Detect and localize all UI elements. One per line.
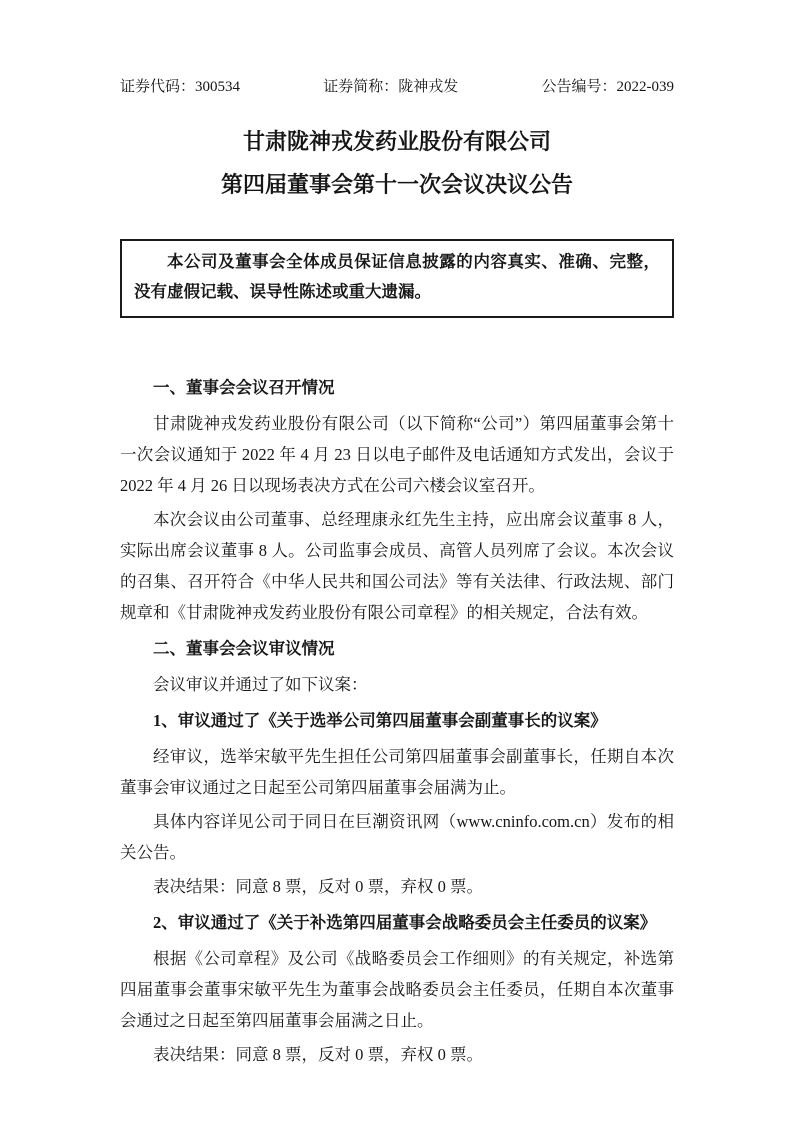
paragraph-item2-resolution: 根据《公司章程》及公司《战略委员会工作细则》的有关规定，补选第四届董事会董事宋敏平先生为董事会战略委员会主任委员，任期自本次董事会通过之日起至第四届董事会届满之日止。 [120,949,674,1030]
company-title: 甘肃陇神戎发药业股份有限公司 [242,129,551,154]
paragraph-meeting-attendance: 本次会议由公司董事、总经理康永红先生主持，应出席会议董事 8 人，实际出席会议董事 8 人。公司监事会成员、高管人员列席了会议。本次会议的召集、召开符合《中华人民共和国公司法》等有关法律、行政法规、部门规章和《甘肃陇神戎发药业股份有限公司章程》的相关规定，合法有效。 [120,510,674,622]
securities-header [120,78,674,96]
stock-name: 证券简称：陇神戎发 [323,79,459,95]
paragraph-item1-vote-result: 表决结果：同意 8 票，反对 0 票，弃权 0 票。 [153,877,483,896]
announcement-number: 公告编号：2022-039 [541,79,674,95]
section-heading-deliberation: 二、董事会会议审议情况 [153,639,335,658]
item-heading-2: 2、审议通过了《关于补选第四届董事会战略委员会主任委员的议案》 [153,913,657,932]
document-body [120,372,674,1070]
announcement-title: 第四届董事会第十一次会议决议公告 [220,172,573,197]
paragraph-item1-details: 具体内容详见公司于同日在巨潮资讯网（www.cninfo.com.cn）发布的相关公告。 [120,812,674,862]
disclaimer-text: 本公司及董事会全体成员保证信息披露的内容真实、准确、完整，没有虚假记载、误导性陈述或重大遗漏。 [134,252,660,301]
paragraph-item2-vote-result: 表决结果：同意 8 票，反对 0 票，弃权 0 票。 [153,1045,483,1064]
paragraph-deliberation-intro: 会议审议并通过了如下议案： [153,675,368,694]
disclaimer-box [120,239,674,318]
item-heading-1: 1、审议通过了《关于选举公司第四届董事会副董事长的议案》 [153,711,607,730]
stock-code: 证券代码：300534 [120,79,241,95]
paragraph-meeting-notice: 甘肃陇神戎发药业股份有限公司（以下简称“公司”）第四届董事会第十一次会议通知于 2022 年 4 月 23 日以电子邮件及电话通知方式发出，会议于 2022 年 4 月 26 日以现场表决方式在公司六楼会议室召开。 [120,414,674,495]
section-heading-meeting-convening: 一、董事会会议召开情况 [153,378,335,397]
paragraph-item1-resolution: 经审议，选举宋敏平先生担任公司第四届董事会副董事长，任期自本次董事会审议通过之日起至公司第四届董事会届满为止。 [120,747,674,797]
